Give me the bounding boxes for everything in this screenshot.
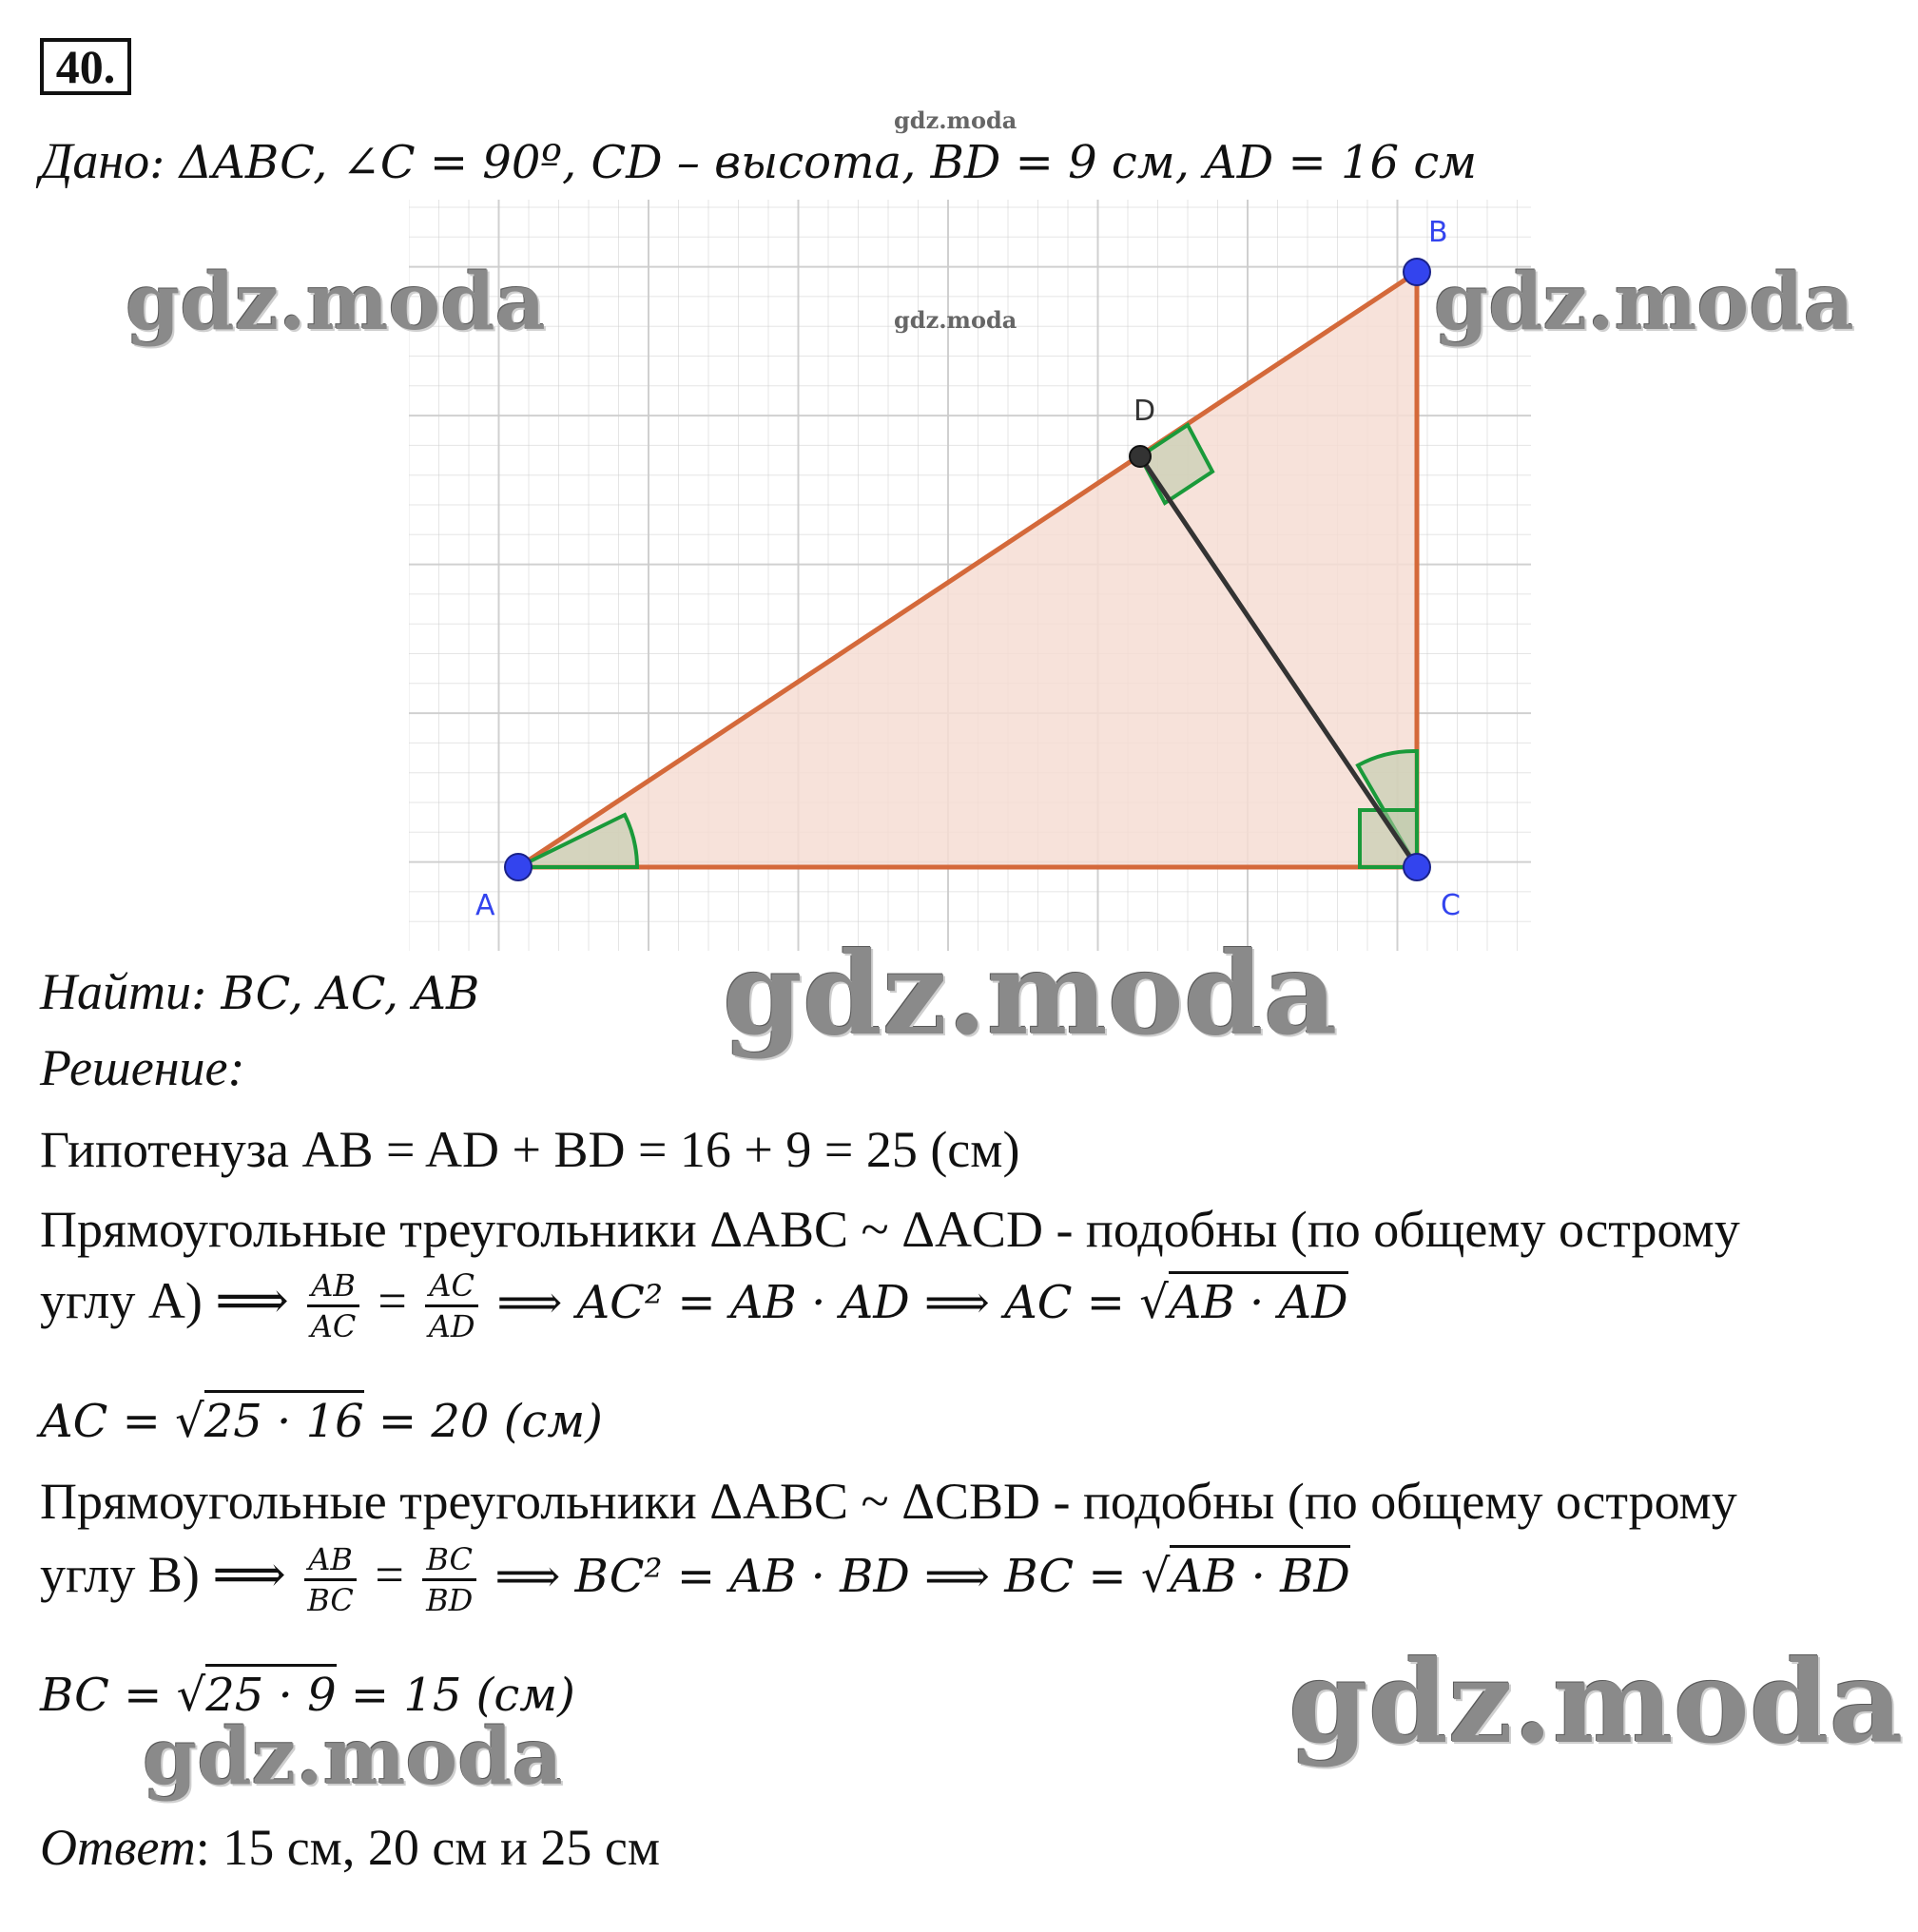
watermark-right: gdz.moda (1434, 257, 1854, 348)
label-a: A (475, 889, 495, 922)
watermark-small-center: gdz.moda (894, 306, 1017, 334)
line3-prefix: углу A) ⟹ (40, 1271, 289, 1329)
fraction-ab-bc: $\frac{AB}{BC}$ (304, 1540, 357, 1619)
solution-label-text: Решение (40, 1039, 228, 1096)
solution-line-4 (40, 1390, 603, 1449)
solution-line-5: Прямоугольные треугольники ΔABC ~ ΔCBD - подобны (по общему острому (40, 1473, 1737, 1530)
answer-label: Ответ (40, 1819, 196, 1876)
point-d (1130, 446, 1151, 467)
line4-sqrt: 25 · 16 (204, 1390, 364, 1448)
find-label: Найти (40, 963, 191, 1020)
label-c: C (1441, 889, 1461, 922)
watermark-bottom-left: gdz.moda (143, 1711, 563, 1803)
line7-sqrt: 25 · 9 (205, 1664, 336, 1722)
find-text: : BC, AC, AB (191, 967, 480, 1020)
line6-prefix: углу B) ⟹ (40, 1545, 286, 1603)
find-line (40, 962, 479, 1021)
fraction-bc-bd: $\frac{BC}{BD}$ (422, 1540, 476, 1619)
line7-rest: = 15 (см) (336, 1669, 575, 1722)
solution-line-2: Прямоугольные треугольники ΔABC ~ ΔACD - подобны (по общему острому (40, 1201, 1740, 1258)
point-c (1404, 854, 1430, 880)
given-label: Дано (40, 132, 150, 189)
eq-1: = (378, 1271, 407, 1329)
fraction-ac-ad: $\frac{AC}{AD}$ (425, 1266, 478, 1345)
answer-line (40, 1818, 660, 1877)
given-line (40, 131, 1477, 190)
watermark-small-top: gdz.moda (894, 106, 1017, 134)
line7-prefix: BC = √ (40, 1669, 206, 1722)
point-a (505, 854, 532, 880)
line4-prefix: AC = √ (40, 1395, 204, 1448)
solution-line-6 (40, 1540, 1350, 1619)
solution-line-3 (40, 1266, 1348, 1345)
label-d: D (1133, 395, 1156, 428)
problem-number: 40. (40, 38, 131, 95)
eq-2: = (375, 1545, 404, 1603)
line3-sqrt: AB · AD (1169, 1271, 1348, 1329)
watermark-bottom-right: gdz.moda (1288, 1635, 1904, 1769)
watermark-left: gdz.moda (126, 257, 546, 348)
given-text: : ΔABC, ∠C = 90º, CD – высота, BD = 9 см, AD = 16 см (149, 136, 1478, 189)
watermark-center: gdz.moda (723, 927, 1338, 1061)
solution-label: Решение: (40, 1039, 245, 1096)
angle-a-mark (518, 815, 637, 867)
answer-text: : 15 см, 20 см и 25 см (195, 1819, 661, 1876)
label-b: B (1428, 216, 1448, 249)
point-b (1404, 259, 1430, 285)
triangle-abc (518, 272, 1417, 867)
line6-rest: ⟹ BC² = AB · BD ⟹ BC = √ (494, 1549, 1171, 1603)
solution-line-1: Гипотенуза AB = AD + BD = 16 + 9 = 25 (см) (40, 1121, 1020, 1178)
fraction-ab-ac: $\frac{AB}{AC}$ (307, 1266, 359, 1345)
line4-rest: = 20 (см) (363, 1395, 603, 1448)
line6-sqrt: AB · BD (1170, 1545, 1349, 1603)
line3-rest: ⟹ AC² = AB · AD ⟹ AC = √ (496, 1275, 1169, 1329)
